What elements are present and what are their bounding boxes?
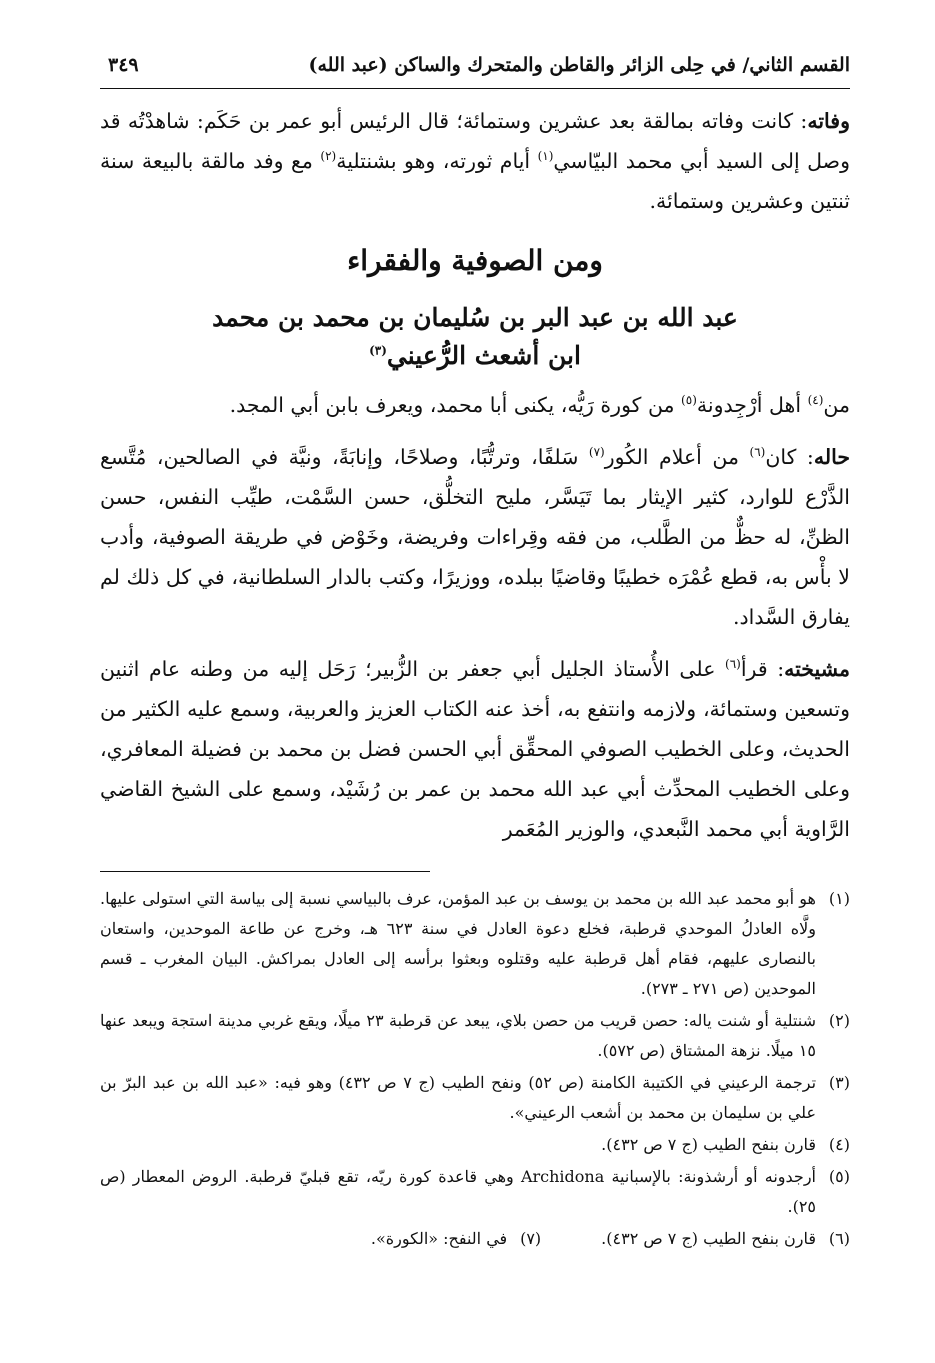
teachers-paragraph	[100, 649, 850, 849]
footnote-text: قارن بنفح الطيب (ج ٧ ص ٤٣٢).	[601, 1135, 816, 1154]
origin-text-3: من كورة رَيُّه، يكنى أبا محمد، ويعرف بابن أبي المجد.	[229, 393, 682, 417]
book-page	[100, 48, 850, 1256]
death-label: وفاته	[807, 109, 850, 133]
footnote-6	[601, 1224, 850, 1254]
footnote-text: هو أبو محمد عبد الله بن محمد بن يوسف بن عبد المؤمن، عرف بالبياسي نسبة إلى بياسة التي استولى عليها. ولَّاه العادلُ الموحدي قرطبة، فخلع دعوة العادل في سنة ٦٢٣ هـ، وخرج عن طاعة الموحدين، واستعان بالنصارى عليهم، فقام أهل قرطبة عليه وقتلوه وبعثوا برأسه إلى العادل بمراكش. البيان المغرب ـ قسم الموحدين (ص ٢٧١ ـ ٢٧٣).	[100, 889, 817, 998]
death-text-3: مع وفد مالقة بالبيعة سنة ثنتين وعشرين وستمائة.	[100, 149, 850, 213]
origin-text-2: أهل أرْجِدونة	[696, 393, 808, 417]
origin-text-1: من	[823, 393, 850, 417]
teachers-text-1: : قرأ	[740, 657, 785, 681]
death-paragraph	[100, 101, 850, 221]
footnote-text: شنتلية أو شنت ياله: حصن قريب من حصن بلاي، يبعد عن قرطبة ٢٣ ميلًا، ويقع غربي مدينة استجة ويبعد عنها ١٥ ميلًا. نزهة المشتاق (ص ٥٧٢).	[100, 1011, 817, 1060]
biography-title-line-1: عبد الله بن عبد البر بن سُليمان بن محمد بن محمد	[212, 303, 738, 332]
footnote-ref-2[interactable]: (٢)	[320, 149, 337, 164]
footnote-number: (٤)	[828, 1135, 850, 1154]
footnote-number: (٢)	[828, 1011, 850, 1030]
footnote-text: في النفح: «الكورة».	[370, 1229, 508, 1248]
footnote-4	[100, 1130, 850, 1160]
page-number: ٣٤٩	[108, 54, 139, 76]
teachers-text-2: على الأُستاذ الجليل أبي جعفر بن الزُّبير؛ رَحَل إليه من وطنه عام اثنين وتسعين وستمائة، ولازمه وانتفع به، أخذ عنه الكتاب العزيز والعربية، وسمع عليه الكثير من الحديث، وعلى الخطيب الصوفي المحقِّق أبي الحسن فضل بن محمد بن فضيلة المعافري، وعلى الخطيب المحدِّث أبي عبد الله محمد بن عمر بن رُشَيْد، وسمع على الشيخ القاضي الرَّاوية أبي محمد النَّبعدي، والوزير المُعَمر	[100, 657, 850, 841]
footnote-1	[100, 884, 850, 1004]
footnote-text: أرجدونه أو أرشذونة: بالإسبانية Archidona وهي قاعدة كورة ريّه، تقع قبليّ قرطبة. الروض المعطار (ص ٢٥).	[100, 1167, 816, 1216]
state-text-3: سَلفًا، وترتُّبًا، وصلاحًا، وإنابَةً، ونيَّة في الصالحين، مُتَّسع الذَّرْع للوارد، كثير الإيثار بما تَيَسَّر، مليح التخلُّق، حسن السَّمْت، طيِّب النفس، حسن الظنِّ، له حظٌّ من الطَّلب، من فقه وقِراءات وفريضة، وخَوْض في طريقة الصوفية، وأدب لا بأْس به، قطع عُمْرَه خطيبًا وقاضيًا ببلده، ووزيرًا، وكتب بالدار السلطانية، في كل ذلك لم يفارق السَّداد.	[100, 445, 850, 629]
footnote-number: (٥)	[828, 1167, 850, 1186]
footnote-ref-3[interactable]: (٣)	[369, 343, 387, 358]
footnote-ref-4[interactable]: (٤)	[807, 393, 824, 408]
footnote-ref-5[interactable]: (٥)	[681, 393, 697, 408]
footnote-3	[100, 1068, 850, 1128]
footnote-ref-1[interactable]: (١)	[537, 149, 554, 164]
running-title: القسم الثاني/ في حِلى الزائر والقاطن والمتحرك والساكن (عبد الله)	[308, 54, 850, 76]
biography-title-line-2	[100, 337, 850, 375]
footnote-5	[100, 1162, 850, 1222]
teachers-label: مشيخته	[784, 657, 850, 681]
footnote-ref-7[interactable]: (٧)	[588, 445, 605, 460]
footnote-text: قارن بنفح الطيب (ج ٧ ص ٤٣٢).	[601, 1229, 816, 1248]
state-text-1: : كان	[765, 445, 814, 469]
state-paragraph	[100, 437, 850, 637]
footnote-number: (١)	[828, 889, 850, 908]
page-header	[100, 48, 850, 89]
footnote-number: (٦)	[828, 1229, 850, 1248]
footnote-text: ترجمة الرعيني في الكتيبة الكامنة (ص ٥٢) ونفح الطيب (ج ٧ ص ٤٣٢) وهو فيه: «عبد الله بن عبد البرّ بن علي بن سليمان بن محمد بن أشعب الرعيني».	[100, 1073, 817, 1122]
footnote-ref-6b[interactable]: (٦)	[725, 657, 741, 672]
footnote-row-6-7	[100, 1224, 850, 1256]
state-label: حاله	[813, 445, 850, 469]
death-text-2: أيام ثورته، وهو بشنتلية	[336, 149, 538, 173]
state-text-2: من أعلام الكُور	[604, 445, 750, 469]
footnotes	[100, 884, 850, 1256]
section-heading: ومن الصوفية والفقراء	[347, 244, 603, 277]
biography-title	[100, 299, 850, 375]
footnote-number: (٣)	[828, 1073, 850, 1092]
footnote-divider	[100, 871, 430, 872]
footnote-ref-6[interactable]: (٦)	[749, 445, 766, 460]
footnote-number: (٧)	[520, 1229, 542, 1248]
origin-paragraph	[100, 385, 850, 425]
biography-title-line-2-text: ابن أشعث الرُّعيني	[386, 341, 581, 370]
death-text-1: : كانت وفاته بمالقة بعد عشرين وستمائة؛ قال الرئيس أبو عمر بن حَكَم: شاهدْتُه قد وصل إلى السيد أبي محمد البيّاسي	[100, 109, 850, 173]
footnote-7	[371, 1224, 541, 1254]
footnote-2	[100, 1006, 850, 1066]
